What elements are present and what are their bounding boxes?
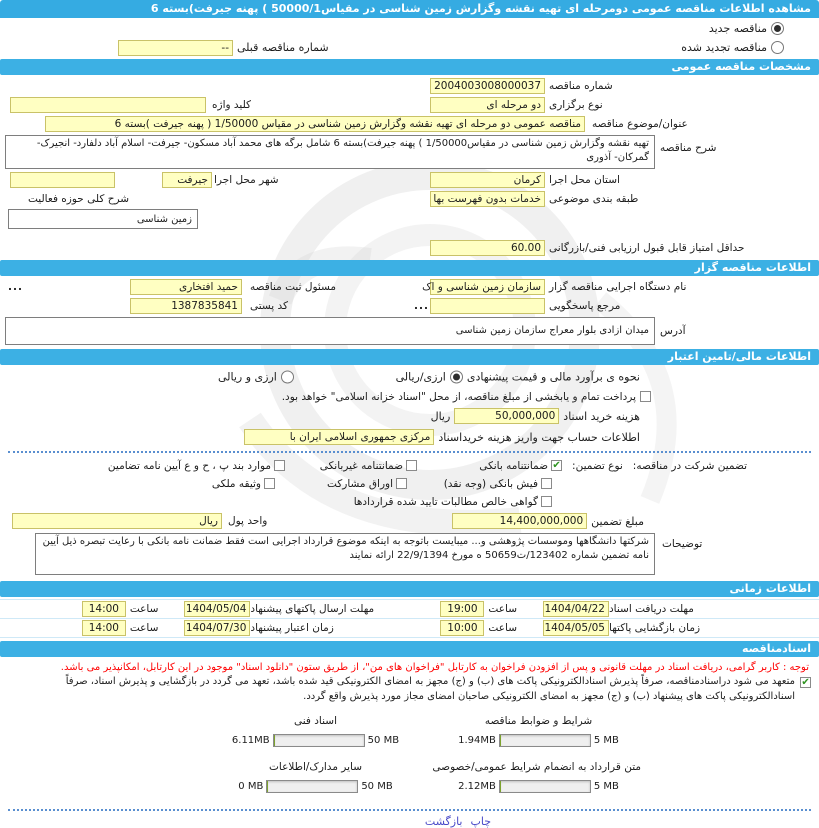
file-max-size: 5 MB [593,735,619,746]
activity-label: شرح کلی حوزه فعالیت [28,193,130,205]
bylaw-items-checkbox[interactable] [274,460,285,471]
guarantee-option [354,496,552,508]
envelope-deadline-time-field[interactable]: 14:00 [82,601,126,617]
schedule-table [0,599,819,638]
account-row [0,427,819,447]
file-card-technical [213,715,418,747]
tender-number-field[interactable]: 2004003008000037 [430,78,545,94]
hour-label: ساعت [488,603,517,615]
hour-label: ساعت [129,622,159,634]
previous-tender-number-field[interactable]: -- [118,40,233,56]
section-header-organizer: اطلاعات مناقصه گزار [0,260,819,276]
file-title: سایر مدارک/اطلاعات [269,761,362,773]
commitment-text: متعهد می شود دراسنادمناقصه، صرفاً پذیرش اسنادالکترونیکی پاکت های (ب) و (ج) مجهز به امضای الکترونیکی قید شده باشد، تعهد می گردد در بازگشایی و پذیرش اسناد، صرفاً اسنادالکترونیکی پاکت های پیشنهاد (ب) و (ج) مجهز به امضای الکترونیکی صاحبان امضای مجاز مورد پذیرش واقع گردد. [65,676,795,702]
progress-fill [500,735,501,746]
estimate-rial-currency-radio[interactable] [450,371,463,384]
approved-claims-checkbox[interactable] [541,496,552,507]
opening-time-field[interactable]: 10:00 [440,620,484,636]
address-label: آدرس [660,325,686,337]
description-box[interactable]: تهیه نقشه وگزارش زمین شناسی در مقیاس1/50000 ) پهنه جیرفت)بسته 6 شامل برگه های محمد آباد مسکون- جیرفت- اسلام آباد دلفارد- انجیرک- گمرکان- آذوری [5,135,655,169]
tender-number-label: شماره مناقصه [549,80,613,92]
guarantee-option [417,478,552,490]
tender-number-row [0,77,819,95]
guarantee-amount-row [0,511,819,531]
guarantee-option [427,460,562,472]
validity-time-field[interactable]: 14:00 [82,620,126,636]
account-label: اطلاعات حساب جهت واریز هزینه خریداسناد [438,430,640,444]
province-field[interactable]: کرمان [430,172,545,188]
bank-receipt-checkbox[interactable] [541,478,552,489]
registrar-browse-button[interactable]: ... [8,281,23,293]
opening-time-label: زمان بازگشایی پاکتها [609,622,701,634]
doc-fee-unit-label: ریال [430,409,451,423]
estimate-currency-and-rial-group [218,371,294,384]
file-max-size: 50 MB [361,781,393,792]
financial-separator [8,451,811,453]
respond-label: مرجع پاسخگویی [549,300,621,312]
city-label: شهر محل اجرا [214,174,279,186]
section-header-schedule: اطلاعات زمانی [0,581,819,597]
bank-guarantee-checkbox[interactable] [551,460,562,471]
notes-row [0,532,819,578]
progress-track [499,780,591,793]
tender-type-row-renewed [0,37,819,56]
holding-type-label: نوع برگزاری [549,99,603,111]
property-collateral-checkbox[interactable] [264,478,275,489]
guarantee-row-3 [0,493,819,510]
approved-claims-label: گواهی خالص مطالبات تایید شده قراردادها [353,495,538,508]
estimate-currency-and-rial-label: ارزی و ریالی [218,370,277,384]
description-label: شرح مناقصه [660,142,717,154]
section-header-financial: اطلاعات مالی/تامین اعتبار [0,349,819,365]
subject-field[interactable]: مناقصه عمومی دو مرحله ای تهیه نقشه وگزارش زمین شناسی در مقیاس 1/50000 ( پهنه جیرفت )بسته 6 [45,116,585,132]
schedule-row [0,600,819,619]
bonds-checkbox[interactable] [396,478,407,489]
print-button[interactable]: چاپ [470,815,491,828]
file-size-bar [436,734,641,747]
subject-row [0,115,819,133]
address-row [0,316,819,346]
bonds-label: اوراق مشارکت [326,477,393,490]
guarantee-label: تضمین شرکت در مناقصه: [632,459,747,472]
progress-track [499,734,591,747]
treasury-row [0,388,819,405]
validity-time-label: زمان اعتبار پیشنهاد [250,622,334,634]
registrar-label: مسئول ثبت مناقصه [250,281,337,293]
envelope-deadline-date-field[interactable]: 1404/05/04 [184,601,250,617]
file-title: اسناد فنی [293,715,338,727]
respond-field[interactable] [430,298,545,314]
guarantee-amount-field[interactable]: 14,400,000,000 [452,513,587,529]
location-row [0,171,819,189]
subject-label: عنوان/موضوع مناقصه [592,118,688,130]
file-max-size: 50 MB [367,735,400,746]
file-title: متن قرارداد به انضمام شرایط عمومی/خصوصی [432,761,641,773]
address-box[interactable]: میدان ازادی بلوار معراج سازمان زمین شناسی [5,317,655,345]
respond-row [0,297,819,315]
progress-fill [267,781,268,792]
bank-receipt-label: فیش بانکی (وجه نقد) [443,477,538,490]
category-row [0,190,819,208]
schedule-row [0,619,819,638]
guarantee-option [108,460,285,472]
file-size-bar [213,780,418,793]
progress-fill [274,735,275,746]
registrar-field[interactable]: حمید افتخاری [130,279,242,295]
description-row [0,134,819,170]
activity-row [0,209,819,231]
notes-label: توضیحات [662,538,703,550]
postal-label: کد پستی [250,300,289,312]
min-score-field[interactable]: 60.00 [430,240,545,256]
activity-box[interactable]: زمین شناسی [8,209,198,229]
page-title: مشاهده اطلاعات مناقصه عمومی دومرحله ای تهیه نقشه وگزارش زمین شناسی در مقیاس50000/1 ) پهنه جیرفت)بسته 6 [0,0,819,18]
file-card-contract [432,761,641,793]
previous-tender-number-label: شماره مناقصه قبلی [237,41,329,54]
estimate-label: نحوه ی برآورد مالی و قیمت پیشنهادی [466,370,640,384]
respond-browse-button[interactable]: ... [414,300,429,312]
footer-actions [0,815,819,828]
guarantee-row-2 [0,475,819,492]
file-used-size: 6.11MB [231,735,270,746]
holding-type-row [0,96,819,114]
file-card-terms [436,715,641,747]
guarantee-option [212,478,275,490]
treasury-checkbox[interactable] [640,391,651,402]
agency-field[interactable]: سازمان زمین شناسی و اک [430,279,545,295]
guarantee-type-label: نوع تضمین: [572,459,623,472]
guarantee-row-1 [0,457,819,474]
guarantee-amount-label: مبلغ تضمین [591,514,644,528]
keyword-field[interactable] [10,97,206,113]
envelope-deadline-label: مهلت ارسال پاکتهای پیشنهاد [250,603,375,615]
doc-deadline-label: مهلت دریافت اسناد [609,603,694,615]
download-notice: توجه : کاربر گرامی، دریافت اسناد در مهلت قانونی و پس از افزودن فراخوان به کارتابل "فراخوان های من"، از طریق ستون "دانلود اسناد" موجود در این کارتابل، امکانپذیر می باشد. [60,662,809,673]
doc-deadline-date-field[interactable]: 1404/04/22 [543,601,609,617]
hour-label: ساعت [488,622,517,634]
commitment-row [0,674,819,704]
opening-date-field[interactable]: 1404/05/05 [543,620,609,636]
doc-fee-field[interactable]: 50,000,000 [454,408,559,424]
city-field[interactable]: جیرفت [162,172,212,188]
file-used-size: 0 MB [238,781,264,792]
estimate-rial-currency-label: ارزی/ریالی [395,370,446,384]
min-score-row [0,239,819,257]
category-field[interactable]: خدمات بدون فهرست بها [430,191,545,207]
province-label: استان محل اجرا [549,174,620,186]
currency-field[interactable]: ریال [12,513,222,529]
files-row-1 [0,715,819,747]
agency-row [0,278,819,296]
min-score-label: حداقل امتیاز قابل قبول ارزیابی فنی/بازرگانی [549,242,745,254]
tender-type-row-new [0,18,819,37]
doc-deadline-time-field[interactable]: 19:00 [440,601,484,617]
progress-fill [500,781,501,792]
bylaw-items-label: موارد بند پ ، ح و ع آیین نامه تضامین [107,459,272,472]
guarantee-option [285,478,407,490]
footer-separator [8,809,811,811]
estimate-currency-and-rial-radio[interactable] [281,371,294,384]
bank-guarantee-label: ضمانتنامه بانکی [479,459,549,472]
file-size-bar [436,780,641,793]
currency-label: واحد پول [228,515,268,527]
file-card-other-docs [213,761,418,793]
back-button[interactable]: بازگشت [424,815,463,828]
file-title: شرایط و ضوابط مناقصه [484,715,593,727]
treasury-note: پرداخت تمام و یابخشی از مبلغ مناقصه، از محل "اسناد خزانه اسلامی" خواهد بود. [281,390,636,403]
category-label: طبقه بندی موضوعی [549,193,639,205]
renewed-tender-label: مناقصه تجدید شده [681,41,767,54]
validity-date-field[interactable]: 1404/07/30 [184,620,250,636]
section-header-general: مشخصات مناقصه عمومی [0,59,819,75]
account-field[interactable]: مرکزی جمهوری اسلامی ایران با [244,429,434,445]
progress-track [273,734,365,747]
keyword-label: کلید واژه [212,99,252,111]
file-used-size: 2.12MB [458,781,496,792]
files-row-2 [0,761,819,793]
postal-field[interactable]: 1387835841 [130,298,242,314]
file-used-size: 1.94MB [458,735,496,746]
guarantee-option [295,460,417,472]
doc-fee-row [0,406,819,426]
estimate-row [0,367,819,387]
commitment-checkbox[interactable] [800,677,811,688]
city-search-field[interactable] [10,172,115,188]
hour-label: ساعت [129,603,159,615]
property-collateral-label: وثیقه ملکی [211,477,261,490]
new-tender-radio[interactable] [771,22,784,35]
doc-fee-label: هزینه خرید اسناد [563,409,640,423]
progress-track [266,780,358,793]
file-max-size: 5 MB [593,781,619,792]
renewed-tender-radio[interactable] [771,41,784,54]
holding-type-field[interactable]: دو مرحله ای [430,97,545,113]
agency-label: نام دستگاه اجرایی مناقصه گزار [549,281,687,293]
notes-box[interactable]: شرکتها دانشگاهها وموسسات پژوهشی و... میبایست باتوجه به اینکه موضوع قرارداد اجرایی است فقط ضمانت نامه بانکی با رعایت تبصره ذیل آیین نامه تضمین شماره 123402/ت50659 ه مورخ 22/9/1394 ارائه نمایند [35,533,655,575]
nonbank-guarantee-label: ضمانتنامه غیربانکی [319,459,404,472]
file-size-bar [213,734,418,747]
nonbank-guarantee-checkbox[interactable] [406,460,417,471]
new-tender-label: مناقصه جدید [708,22,767,35]
section-header-documents: اسنادمناقصه [0,641,819,657]
